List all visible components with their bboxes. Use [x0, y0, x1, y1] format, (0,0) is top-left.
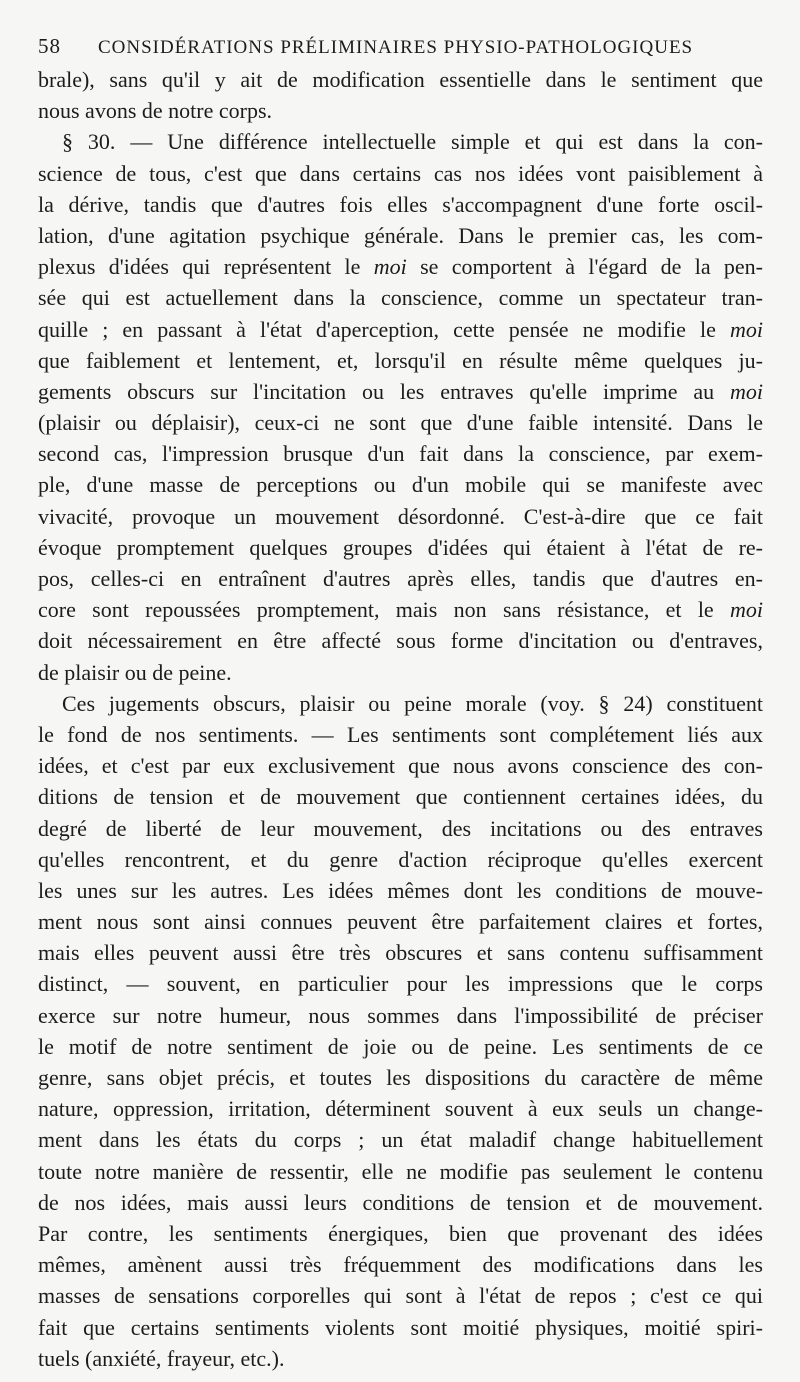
text-line: toute notre manière de ressentir, elle ne modifie pas seulement le contenu	[38, 1158, 763, 1184]
text-line: distinct, — souvent, en particulier pour les impressions que le corps	[38, 971, 763, 997]
text-line: pos, celles-ci en entraînent d'autres après elles, tandis que d'autres en-	[38, 566, 763, 591]
text-line: science de tous, c'est que dans certains cas nos idées vont paisiblement à	[38, 160, 763, 186]
text-line: exerce sur notre humeur, nous sommes dans l'impossibilité de préciser	[38, 1002, 763, 1028]
text-line: les unes sur les autres. Les idées mêmes dont les conditions de mouve-	[38, 877, 763, 903]
text-line: fait que certains sentiments violents sont moitié physiques, moitié spiri-	[38, 1314, 763, 1340]
text-line: le motif de notre sentiment de joie ou de peine. Les sentiments de ce	[38, 1033, 763, 1059]
italic-word: moi	[730, 378, 763, 404]
text-line: lation, d'une agitation psychique générale. Dans le premier cas, les com-	[38, 222, 763, 248]
italic-word: moi	[373, 254, 407, 280]
text-line: genre, sans objet précis, et toutes les dispositions du caractère de même	[38, 1065, 763, 1090]
text-line: tuels (anxiété, frayeur, etc.).	[38, 1345, 285, 1371]
text-line: ment nous sont ainsi connues peuvent être parfaitement claires et fortes,	[38, 909, 763, 935]
italic-word: moi	[730, 316, 763, 342]
text-line: ment dans les états du corps ; un état maladif change habituellement	[38, 1127, 763, 1153]
text-line: plexus d'idées qui représentent le moi se comportent à l'égard de la pen-	[38, 254, 763, 280]
body-text	[38, 64, 763, 1374]
text-line: que faiblement et lentement, et, lorsqu'il en résulte même quelques ju-	[38, 347, 763, 373]
text-line: Par contre, les sentiments énergiques, bien que provenant des idées	[38, 1220, 763, 1246]
text-line: qu'elles rencontrent, et du genre d'action réciproque qu'elles exercent	[38, 846, 763, 872]
text-line: Ces jugements obscurs, plaisir ou peine morale (voy. § 24) constituent	[62, 690, 763, 716]
text-line: gements obscurs sur l'incitation ou les entraves qu'elle imprime au moi	[38, 378, 763, 404]
text-line: second cas, l'impression brusque d'un fait dans la conscience, par exem-	[38, 441, 763, 467]
text-line: nous avons de notre corps.	[38, 98, 273, 124]
text-line: mais elles peuvent aussi être très obscures et sans contenu suffisamment	[38, 940, 763, 966]
text-line: vivacité, provoque un mouvement désordonné. C'est-à-dire que ce fait	[38, 503, 763, 529]
page-number: 58	[38, 34, 61, 58]
running-head-title: CONSIDÉRATIONS PRÉLIMINAIRES PHYSIO-PATHOLOGIQUES	[98, 37, 694, 58]
text-line: de plaisir ou de peine.	[38, 659, 232, 685]
text-line: § 30. — Une différence intellectuelle simple et qui est dans la con-	[62, 129, 763, 155]
text-line: de nos idées, mais aussi leurs conditions de tension et de mouvement.	[38, 1189, 763, 1215]
text-line: le fond de nos sentiments. — Les sentiments sont complétement liés aux	[38, 721, 763, 747]
text-line: ple, d'une masse de perceptions ou d'un mobile qui se manifeste avec	[38, 472, 763, 498]
text-line: sée qui est actuellement dans la conscience, comme un spectateur tran-	[38, 285, 763, 311]
text-line: core sont repoussées promptement, mais non sans résistance, et le moi	[38, 597, 763, 623]
text-line: nature, oppression, irritation, déterminent souvent à eux seuls un change-	[38, 1096, 763, 1122]
text-line: brale), sans qu'il y ait de modification essentielle dans le sentiment que	[38, 67, 763, 92]
text-line: degré de liberté de leur mouvement, des incitations ou des entraves	[38, 815, 763, 841]
text-line: idées, et c'est par eux exclusivement que nous avons conscience des con-	[38, 753, 763, 779]
text-line: évoque promptement quelques groupes d'idées qui étaient à l'état de re-	[38, 534, 763, 560]
text-line: ditions de tension et de mouvement que contiennent certaines idées, du	[38, 784, 763, 810]
text-line: doit nécessairement en être affecté sous forme d'incitation ou d'entraves,	[38, 628, 763, 654]
running-head	[38, 34, 763, 64]
text-line: mêmes, amènent aussi très fréquemment des modifications dans les	[38, 1252, 763, 1278]
italic-word: moi	[730, 597, 763, 623]
text-line: la dérive, tandis que d'autres fois elles s'accompagnent d'une forte oscil-	[38, 191, 763, 217]
text-line: quille ; en passant à l'état d'aperception, cette pensée ne modifie le moi	[38, 316, 763, 342]
text-line: (plaisir ou déplaisir), ceux-ci ne sont que d'une faible intensité. Dans le	[38, 410, 763, 436]
text-line: masses de sensations corporelles qui sont à l'état de repos ; c'est ce qui	[38, 1283, 763, 1309]
